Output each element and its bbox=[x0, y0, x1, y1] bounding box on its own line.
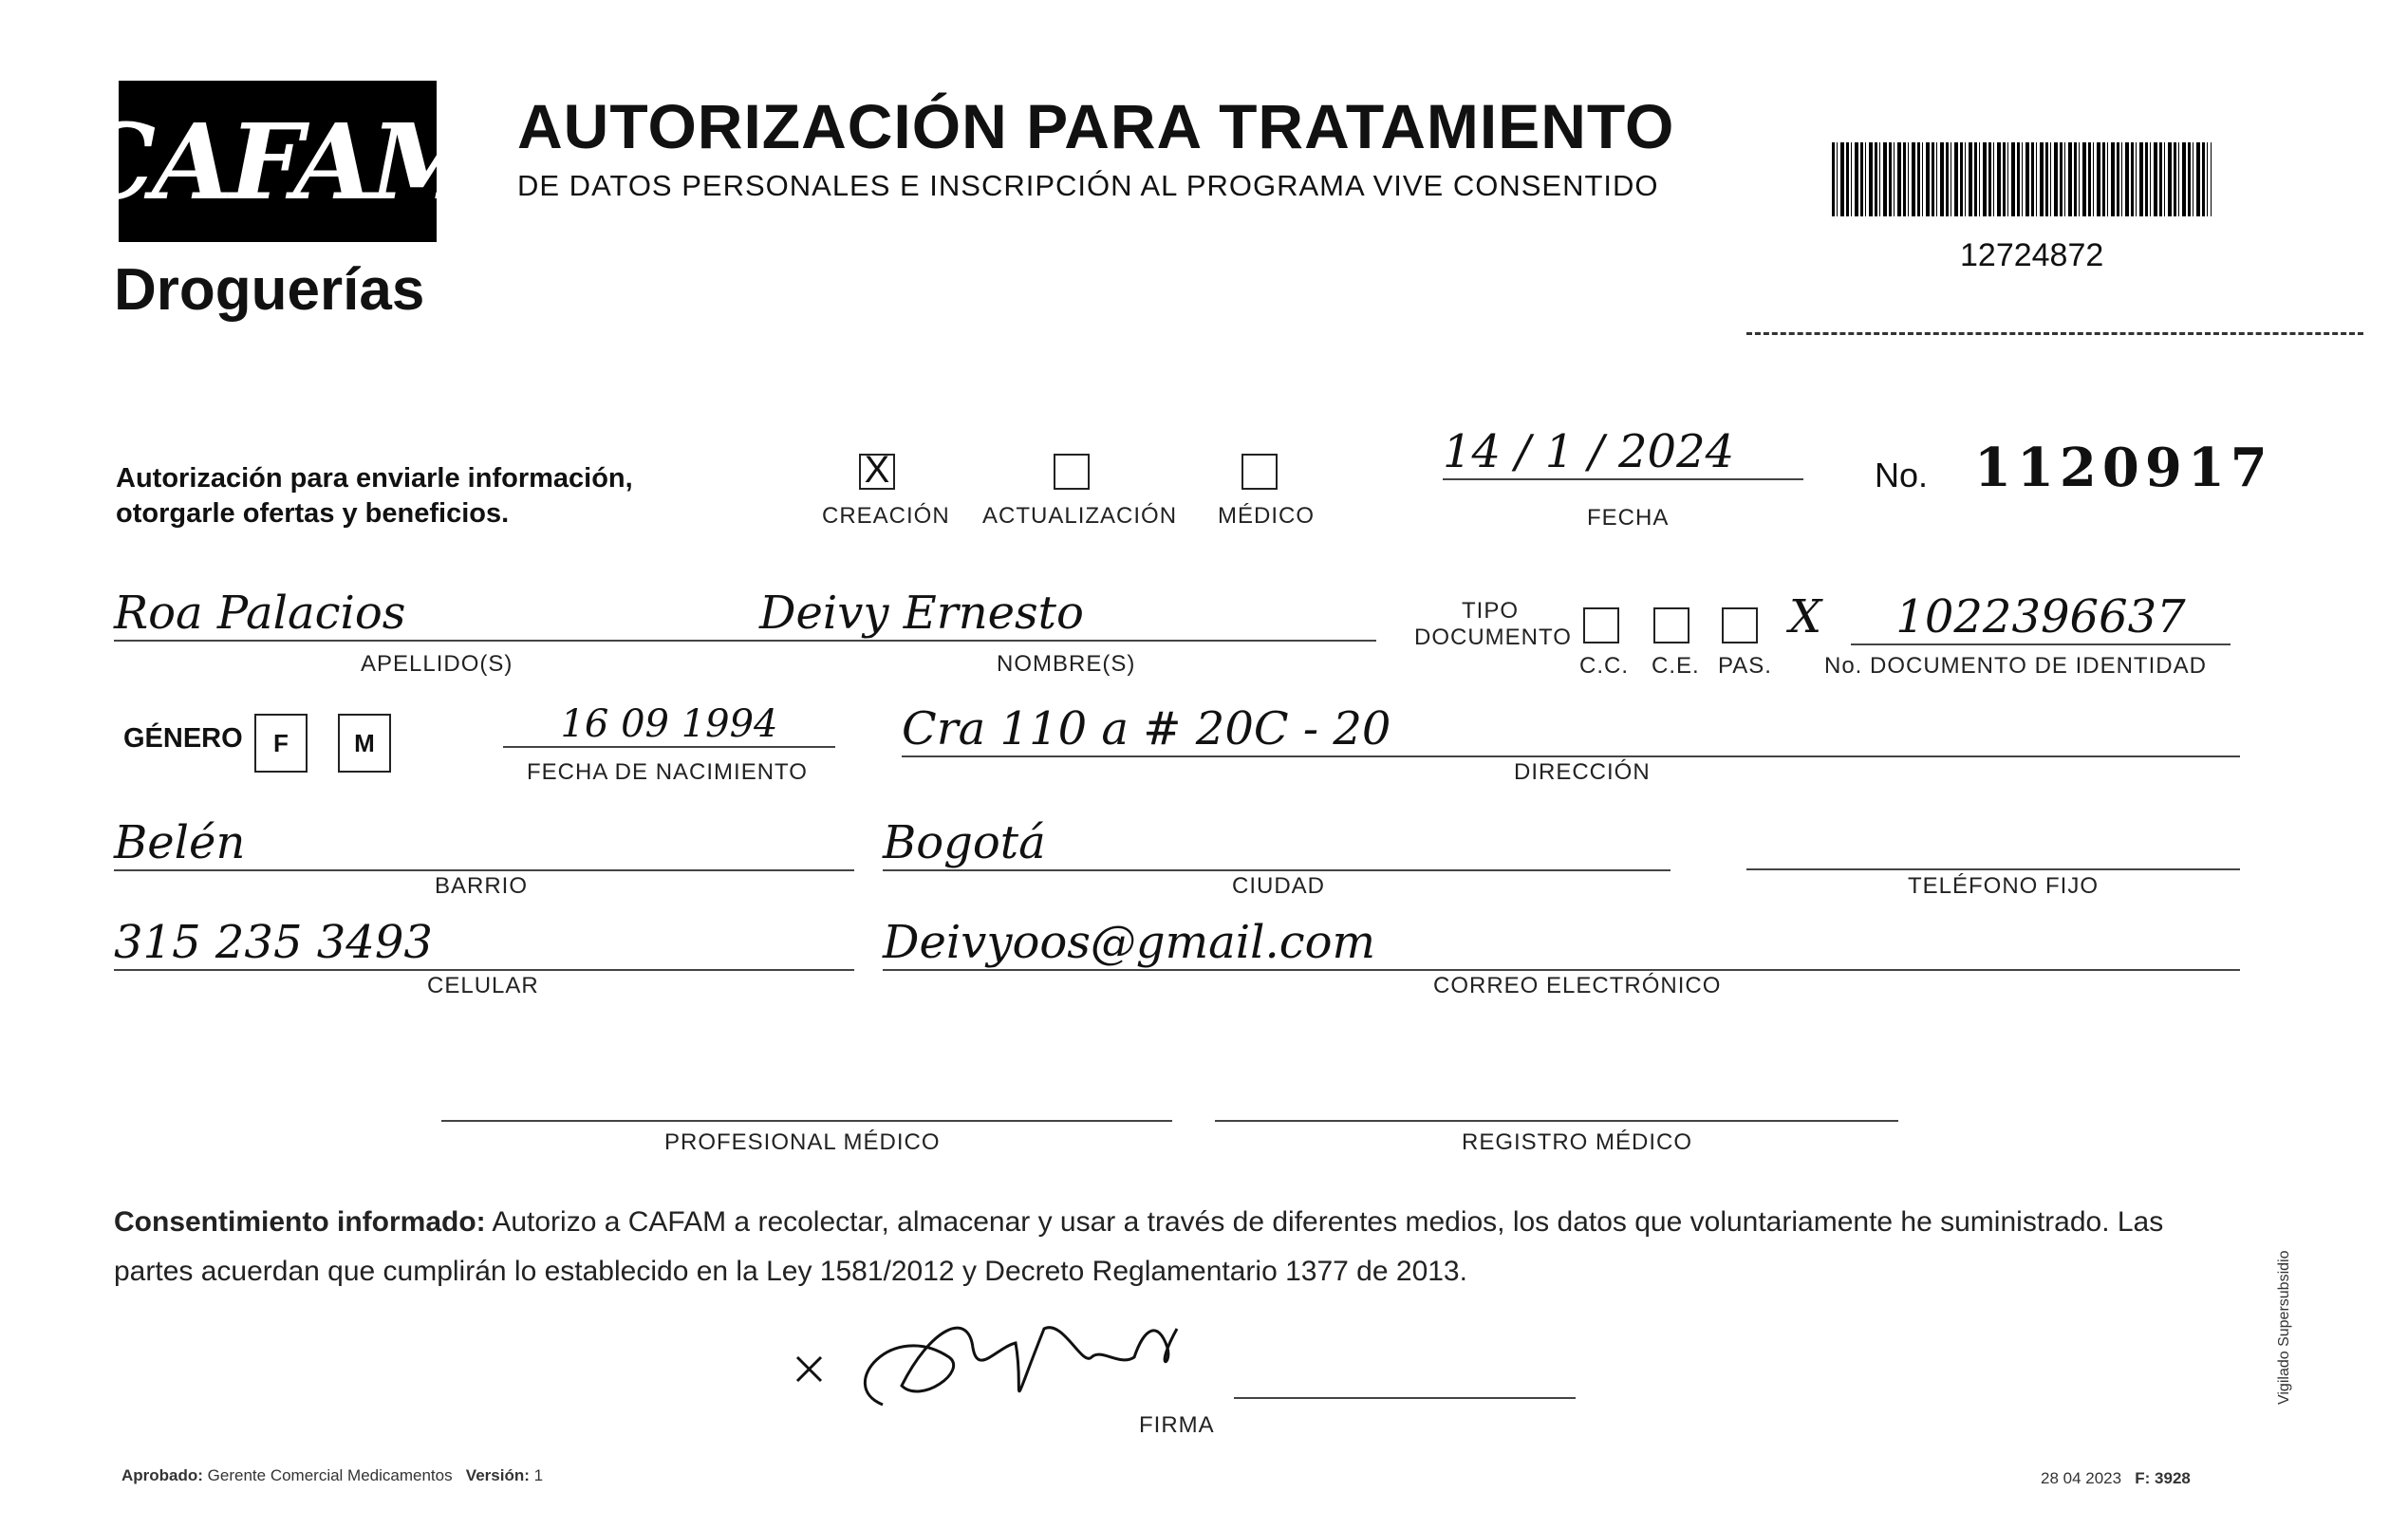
genero-f-box[interactable] bbox=[254, 714, 308, 773]
nacimiento-label: FECHA DE NACIMIENTO bbox=[527, 759, 808, 785]
actualizacion-label: ACTUALIZACIÓN bbox=[982, 503, 1178, 529]
footer-codes bbox=[2041, 1469, 2191, 1488]
direccion-field[interactable]: Cra 110 a # 20C - 20 bbox=[902, 702, 2240, 757]
pas-checkbox[interactable] bbox=[1722, 607, 1758, 643]
ce-checkbox[interactable] bbox=[1653, 607, 1689, 643]
firma-label: FIRMA bbox=[1139, 1412, 1215, 1438]
version-value: 1 bbox=[533, 1466, 544, 1484]
telefono-label: TELÉFONO FIJO bbox=[1908, 873, 2100, 899]
ciudad-field[interactable]: Bogotá bbox=[883, 816, 1671, 871]
profesional-label: PROFESIONAL MÉDICO bbox=[664, 1129, 941, 1155]
f-code: F: 3928 bbox=[2135, 1469, 2191, 1487]
cc-checkbox[interactable] bbox=[1583, 607, 1619, 643]
genero-m-label: M bbox=[354, 728, 375, 757]
authorization-text-2: otorgarle ofertas y beneficios. bbox=[116, 498, 510, 529]
form-number: 1120917 bbox=[1974, 437, 2273, 499]
medico-checkbox[interactable] bbox=[1241, 454, 1278, 490]
telefono-field[interactable] bbox=[1746, 859, 2240, 870]
cc-label: C.C. bbox=[1579, 653, 1629, 679]
no-label: No. bbox=[1875, 456, 1929, 494]
documento-field[interactable]: 1022396637 bbox=[1851, 590, 2231, 645]
creacion-label: CREACIÓN bbox=[822, 503, 950, 529]
form-title: AUTORIZACIÓN PARA TRATAMIENTO bbox=[517, 91, 1675, 161]
barrio-field[interactable]: Belén bbox=[114, 816, 854, 871]
nombres-label: NOMBRE(S) bbox=[997, 651, 1136, 677]
celular-field[interactable]: 315 235 3493 bbox=[114, 916, 854, 971]
registro-field[interactable] bbox=[1215, 1110, 1898, 1122]
creacion-checkbox[interactable] bbox=[859, 449, 895, 491]
apellidos-field[interactable]: Roa Palacios bbox=[114, 587, 759, 642]
celular-label: CELULAR bbox=[427, 973, 539, 998]
medico-label: MÉDICO bbox=[1218, 503, 1315, 529]
fecha-value[interactable]: 14 / 1 / 2024 bbox=[1443, 425, 1803, 480]
genero-m-box[interactable] bbox=[338, 714, 391, 773]
footer-approval bbox=[121, 1466, 543, 1485]
genero-label: GÉNERO bbox=[123, 723, 243, 754]
firma-line[interactable] bbox=[1234, 1388, 1576, 1399]
documento-label: DOCUMENTO bbox=[1414, 625, 1572, 650]
aprobado-value: Gerente Comercial Medicamentos bbox=[207, 1466, 453, 1484]
actualizacion-checkbox[interactable] bbox=[1054, 454, 1090, 490]
genero-f-label: F bbox=[273, 728, 289, 757]
authorization-text-1: Autorización para enviarle información, bbox=[116, 463, 633, 494]
nacimiento-field[interactable]: 16 09 1994 bbox=[503, 702, 835, 748]
logo-subtitle: Droguerías bbox=[114, 257, 425, 323]
nombres-field[interactable]: Deivy Ernesto bbox=[759, 587, 1376, 642]
direccion-label: DIRECCIÓN bbox=[1514, 759, 1651, 785]
correo-field[interactable]: Deivyoos@gmail.com bbox=[883, 916, 2240, 971]
barcode-number: 12724872 bbox=[1960, 237, 2104, 273]
barcode bbox=[1832, 142, 2212, 216]
cafam-logo bbox=[72, 81, 483, 242]
ciudad-label: CIUDAD bbox=[1232, 873, 1326, 899]
consent-text: Autorizo a CAFAM a recolectar, almacenar y usar a través de diferentes medios, los datos que voluntariamente he suministrado. Las partes acuerdan que cumplirán lo establecido en la Ley 1581/2012 y Decreto Reglamentario 1377 de 2013. bbox=[114, 1206, 2164, 1287]
logo-text: CAFAM bbox=[72, 100, 483, 223]
consent-heading: Consentimiento informado: bbox=[114, 1206, 486, 1238]
creacion-mark: X bbox=[864, 449, 890, 491]
aprobado-label: Aprobado: bbox=[121, 1466, 203, 1484]
date-code: 28 04 2023 bbox=[2041, 1469, 2122, 1487]
barrio-label: BARRIO bbox=[435, 873, 529, 899]
ce-label: C.E. bbox=[1652, 653, 1700, 679]
dashed-divider bbox=[1746, 332, 2363, 335]
documento-number-label: No. DOCUMENTO DE IDENTIDAD bbox=[1824, 653, 2207, 679]
pas-label: PAS. bbox=[1718, 653, 1772, 679]
apellidos-label: APELLIDO(S) bbox=[361, 651, 513, 677]
fecha-label: FECHA bbox=[1587, 505, 1670, 531]
tipo-label: TIPO bbox=[1462, 598, 1520, 624]
form-subtitle: DE DATOS PERSONALES E INSCRIPCIÓN AL PROGRAMA VIVE CONSENTIDO bbox=[517, 169, 1659, 202]
side-text: Vigilado Supersubsidio bbox=[2276, 1250, 2292, 1405]
doc-mark: X bbox=[1789, 590, 1822, 643]
consent-paragraph bbox=[114, 1198, 2240, 1296]
version-label: Versión: bbox=[465, 1466, 530, 1484]
correo-label: CORREO ELECTRÓNICO bbox=[1433, 973, 1722, 998]
profesional-field[interactable] bbox=[441, 1110, 1172, 1122]
registro-label: REGISTRO MÉDICO bbox=[1462, 1129, 1693, 1155]
